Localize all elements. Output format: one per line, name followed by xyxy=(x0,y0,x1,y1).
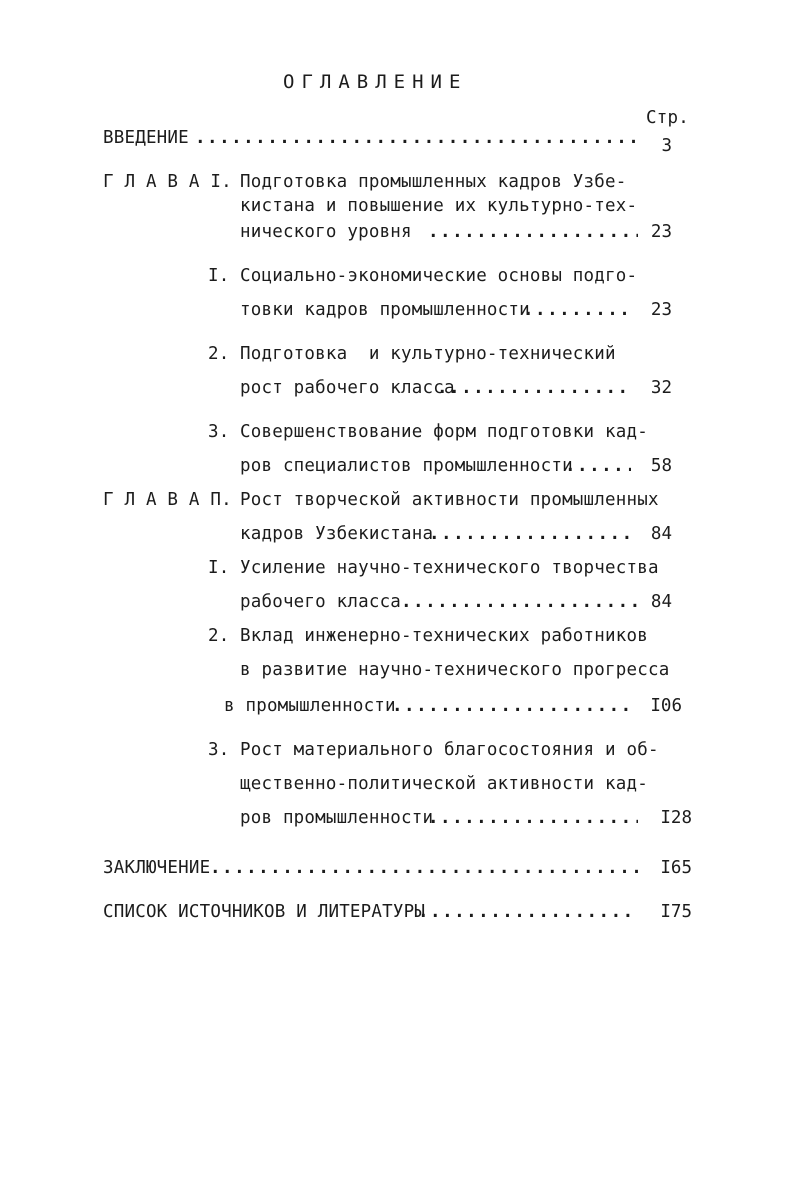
dot-leader xyxy=(437,378,631,398)
chapter-2-prefix: Г Л А В А П. xyxy=(103,490,232,510)
toc-intro-label: ВВЕДЕНИЕ xyxy=(103,128,189,148)
page-title: ОГЛАВЛЕНИЕ xyxy=(283,71,468,93)
chapter-2-title-line1: Рост творческой активности промышленных xyxy=(240,490,659,510)
section-1-1-number: I. xyxy=(208,266,230,286)
section-1-3-number: 3. xyxy=(208,422,230,442)
section-2-1-number: I. xyxy=(208,558,230,578)
section-1-3-line1: Совершенствование форм подготовки кад- xyxy=(240,422,648,442)
toc-conclusion-label: ЗАКЛЮЧЕНИЕ xyxy=(103,858,211,878)
chapter-1-title-line2: кистана и повышение их культурно-тех- xyxy=(240,196,638,216)
section-2-3-page: I28 xyxy=(660,808,692,828)
page-column-header: Стр. xyxy=(646,108,689,128)
section-2-2-line1: Вклад инженерно-технических работников xyxy=(240,626,648,646)
chapter-1-title-line1: Подготовка промышленных кадров Узбе- xyxy=(240,172,627,192)
section-2-1-line2: рабочего класса xyxy=(240,592,402,612)
chapter-1-prefix: Г Л А В А I. xyxy=(103,172,232,192)
toc-intro-page: 3 xyxy=(661,136,672,156)
dot-leader xyxy=(418,902,638,922)
section-2-2-line2: в развитие научно-технического прогресса xyxy=(240,660,670,680)
section-2-3-line2: щественно-политической активности кад- xyxy=(240,774,648,794)
section-1-1-page: 23 xyxy=(650,300,672,320)
section-1-3-line2: ров специалистов промышленности xyxy=(240,456,573,476)
section-2-2-line3: в промышленности xyxy=(224,696,396,716)
toc-sources-label: СПИСОК ИСТОЧНИКОВ И ЛИТЕРАТУРЫ xyxy=(103,902,426,922)
section-1-1-line2: товки кадров промышленности xyxy=(240,300,530,320)
chapter-1-title-line3: нического уровня xyxy=(240,222,412,242)
section-2-3-line1: Рост материального благосостояния и об- xyxy=(240,740,659,760)
dot-leader xyxy=(392,696,636,716)
dot-leader xyxy=(428,808,638,828)
section-2-2-number: 2. xyxy=(208,626,230,646)
section-1-2-page: 32 xyxy=(650,378,672,398)
section-1-2-line1: Подготовка и культурно-технический xyxy=(240,344,616,364)
section-1-1-line1: Социально-экономические основы подго- xyxy=(240,266,638,286)
chapter-1-page: 23 xyxy=(650,222,672,242)
dot-leader xyxy=(195,128,635,148)
section-2-1-line1: Усиление научно-технического творчества xyxy=(240,558,659,578)
toc-sources-page: I75 xyxy=(660,902,692,922)
dot-leader xyxy=(210,858,638,878)
section-2-1-page: 84 xyxy=(650,592,672,612)
chapter-2-title-line2: кадров Узбекистана xyxy=(240,524,434,544)
dot-leader xyxy=(428,222,638,242)
chapter-2-page: 84 xyxy=(650,524,672,544)
section-2-2-page: I06 xyxy=(650,696,682,716)
toc-conclusion-page: I65 xyxy=(660,858,692,878)
section-1-2-line2: рост рабочего класса xyxy=(240,378,455,398)
section-1-2-number: 2. xyxy=(208,344,230,364)
dot-leader xyxy=(429,524,631,544)
section-2-3-number: 3. xyxy=(208,740,230,760)
section-1-3-page: 58 xyxy=(650,456,672,476)
dot-leader xyxy=(401,592,637,612)
section-2-3-line3: ров промышленности xyxy=(240,808,434,828)
